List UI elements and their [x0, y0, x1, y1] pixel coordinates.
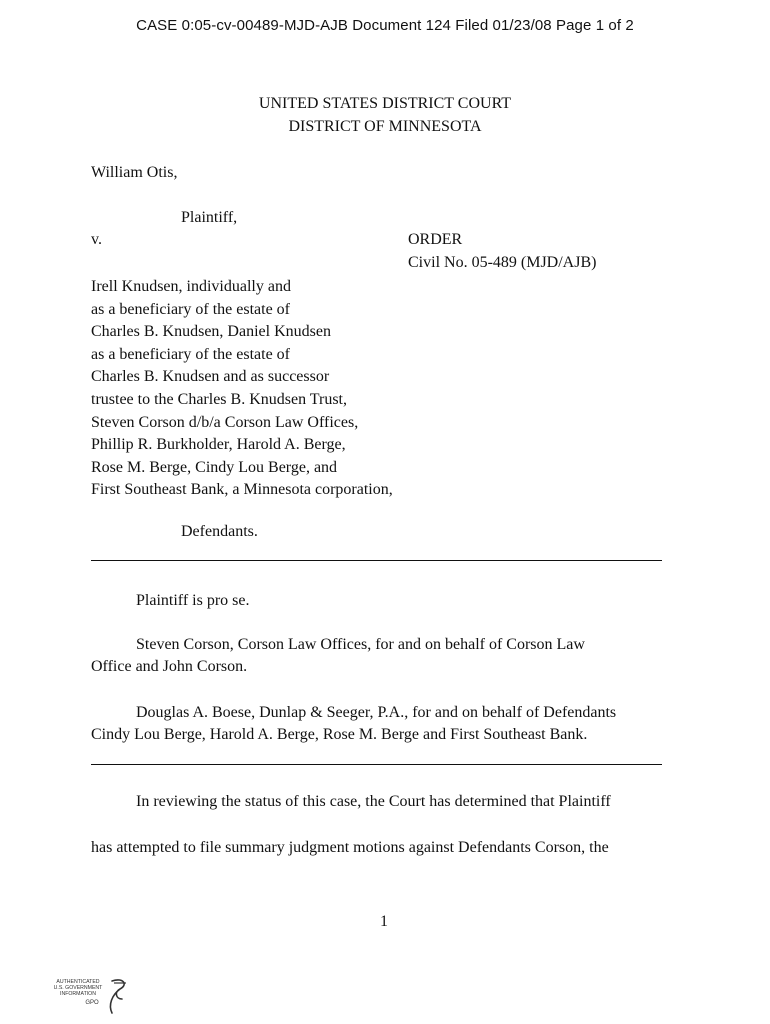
- body-line1: In reviewing the status of this case, the Court has determined that Plaintiff: [136, 793, 611, 810]
- appearance-plaintiff: Plaintiff is pro se.: [136, 592, 250, 609]
- seal-line: U.S. GOVERNMENT: [53, 985, 103, 991]
- seal-line: AUTHENTICATED: [56, 979, 100, 985]
- page-number: 1: [380, 913, 388, 930]
- defendant-line: Rose M. Berge, Cindy Lou Berge, and: [91, 458, 338, 476]
- defendant-line: First Southeast Bank, a Minnesota corporation,: [91, 481, 393, 499]
- seal-line: GPO: [85, 1000, 99, 1006]
- document-type: ORDER: [408, 231, 463, 248]
- filing-header: CASE 0:05-cv-00489-MJD-AJB Document 124 Filed 01/23/08 Page 1 of 2: [136, 17, 634, 34]
- appearance-boese-line1: Douglas A. Boese, Dunlap & Seeger, P.A., for and on behalf of Defendants: [136, 704, 617, 721]
- defendant-line: as a beneficiary of the estate of: [91, 345, 291, 363]
- appearance-corson-line2: Office and John Corson.: [91, 658, 248, 675]
- defendant-line: Charles B. Knudsen and as successor: [91, 368, 330, 386]
- seal-line: INFORMATION: [60, 991, 96, 997]
- body-line2: has attempted to file summary judgment motions against Defendants Corson, the: [91, 839, 609, 856]
- defendants-list: [91, 276, 393, 502]
- plaintiff-role: Plaintiff,: [181, 209, 238, 226]
- defendant-line: Irell Knudsen, individually and: [91, 278, 291, 295]
- appearance-corson-line1: Steven Corson, Corson Law Offices, for and on behalf of Corson Law: [136, 636, 585, 653]
- appearances-divider: [91, 764, 662, 765]
- versus: v.: [91, 231, 102, 248]
- defendant-line: Steven Corson d/b/a Corson Law Offices,: [91, 413, 359, 431]
- court-title-line1: UNITED STATES DISTRICT COURT: [258, 95, 512, 112]
- defendant-line: Charles B. Knudsen, Daniel Knudsen: [91, 323, 331, 341]
- caption-divider: [91, 560, 662, 561]
- gpo-seal-icon: [42, 975, 132, 1017]
- defendant-line: Phillip R. Burkholder, Harold A. Berge,: [91, 436, 346, 454]
- defendants-role: Defendants.: [181, 523, 258, 540]
- court-title-line2: DISTRICT OF MINNESOTA: [288, 118, 482, 135]
- defendant-line: trustee to the Charles B. Knudsen Trust,: [91, 390, 347, 408]
- appearance-boese-line2: Cindy Lou Berge, Harold A. Berge, Rose M. Berge and First Southeast Bank.: [91, 726, 588, 743]
- civil-number: Civil No. 05-489 (MJD/AJB): [408, 254, 597, 271]
- plaintiff-name: William Otis,: [91, 164, 178, 181]
- defendant-line: as a beneficiary of the estate of: [91, 300, 291, 318]
